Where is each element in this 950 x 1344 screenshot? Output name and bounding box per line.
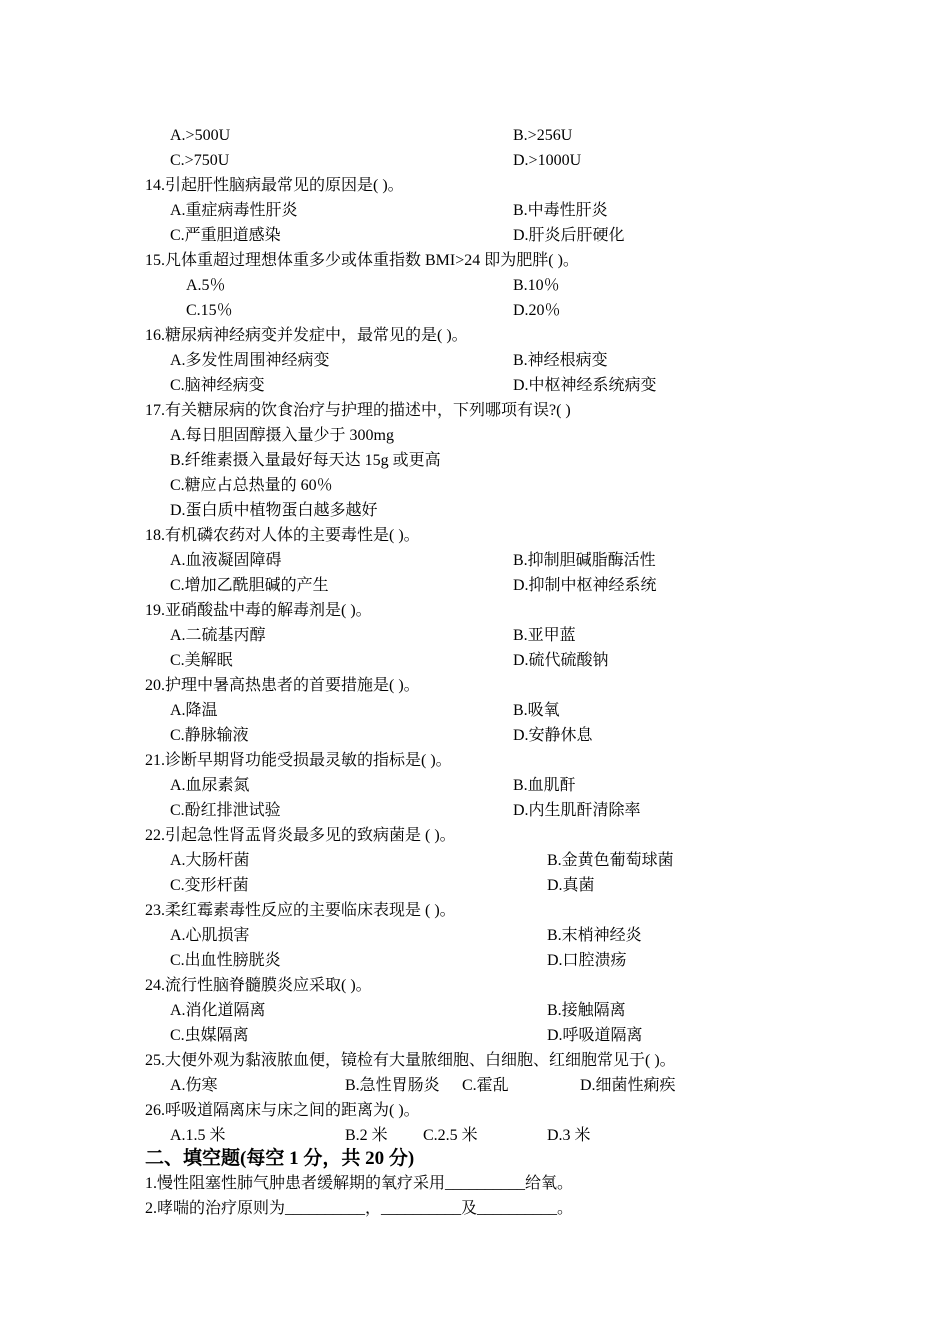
option-b: B.金黄色葡萄球菌	[547, 852, 674, 869]
section-heading: 二、填空题(每空 1 分，共 20 分)	[145, 1148, 415, 1169]
option-c: C.霍乱	[462, 1077, 509, 1094]
option-b: B.急性胃肠炎	[345, 1077, 440, 1094]
option-b: B.纤维素摄入量最好每天达 15g 或更高	[170, 452, 441, 469]
option-d: D.肝炎后肝硬化	[513, 227, 625, 244]
option-a: A.二硫基丙醇	[170, 627, 266, 644]
option-a: A.每日胆固醇摄入量少于 300mg	[170, 427, 395, 444]
option-c: C.静脉输液	[170, 727, 249, 744]
option-d: D.20％	[513, 302, 561, 319]
option-b: B.抑制胆碱脂酶活性	[513, 552, 656, 569]
option-d: D.中枢神经系统病变	[513, 377, 657, 394]
option-a: A.血液凝固障碍	[170, 552, 282, 569]
option-c: C.严重胆道感染	[170, 227, 281, 244]
option-c: C.酚红排泄试验	[170, 802, 281, 819]
option-c: C.脑神经病变	[170, 377, 265, 394]
option-b: B.神经根病变	[513, 352, 608, 369]
question-stem: 21.诊断早期肾功能受损最灵敏的指标是( )。	[145, 752, 452, 769]
question-stem: 25.大便外观为黏液脓血便，镜检有大量脓细胞、白细胞、红细胞常见于( )。	[145, 1052, 676, 1069]
option-a: A.>500U	[170, 127, 231, 144]
option-c: C.出血性膀胱炎	[170, 952, 281, 969]
option-c: C.增加乙酰胆碱的产生	[170, 577, 329, 594]
option-c: C.15％	[186, 302, 233, 319]
option-c: C.糖应占总热量的 60％	[170, 477, 333, 494]
option-d: D.安静休息	[513, 727, 593, 744]
option-a: A.大肠杆菌	[170, 852, 250, 869]
question-stem: 20.护理中暑高热患者的首要措施是( )。	[145, 677, 420, 694]
option-a: A.消化道隔离	[170, 1002, 266, 1019]
question-stem: 15.凡体重超过理想体重多少或体重指数 BMI>24 即为肥胖( )。	[145, 252, 579, 269]
question-stem: 14.引起肝性脑病最常见的原因是( )。	[145, 177, 404, 194]
question-stem: 19.亚硝酸盐中毒的解毒剂是( )。	[145, 602, 372, 619]
question-stem: 26.呼吸道隔离床与床之间的距离为( )。	[145, 1102, 420, 1119]
option-a: A.重症病毒性肝炎	[170, 202, 298, 219]
fill-question: 2.哮喘的治疗原则为__________，__________及__________。	[145, 1200, 574, 1217]
option-d: D.硫代硫酸钠	[513, 652, 609, 669]
option-b: B.吸氧	[513, 702, 560, 719]
option-a: A.心肌损害	[170, 927, 250, 944]
option-b: B.血肌酐	[513, 777, 576, 794]
option-b: B.末梢神经炎	[547, 927, 642, 944]
question-stem: 24.流行性脑脊髓膜炎应采取( )。	[145, 977, 372, 994]
option-a: A.多发性周围神经病变	[170, 352, 330, 369]
option-d: D.3 米	[547, 1127, 591, 1144]
option-c: C.变形杆菌	[170, 877, 249, 894]
question-stem: 23.柔红霉素毒性反应的主要临床表现是 ( )。	[145, 902, 456, 919]
option-d: D.呼吸道隔离	[547, 1027, 643, 1044]
option-c: C.2.5 米	[423, 1127, 478, 1144]
option-c: C.美解眠	[170, 652, 233, 669]
option-d: D.蛋白质中植物蛋白越多越好	[170, 502, 378, 519]
option-b: B.2 米	[345, 1127, 388, 1144]
option-c: C.>750U	[170, 152, 230, 169]
option-b: B.10％	[513, 277, 560, 294]
option-a: A.降温	[170, 702, 218, 719]
option-d: D.细菌性痢疾	[580, 1077, 676, 1094]
question-stem: 18.有机磷农药对人体的主要毒性是( )。	[145, 527, 420, 544]
option-b: B.接触隔离	[547, 1002, 626, 1019]
option-c: C.虫媒隔离	[170, 1027, 249, 1044]
option-b: B.中毒性肝炎	[513, 202, 608, 219]
option-d: D.真菌	[547, 877, 595, 894]
option-d: D.>1000U	[513, 152, 582, 169]
question-stem: 22.引起急性肾盂肾炎最多见的致病菌是 ( )。	[145, 827, 456, 844]
option-a: A.1.5 米	[170, 1127, 226, 1144]
option-a: A.5％	[186, 277, 226, 294]
option-d: D.内生肌酐清除率	[513, 802, 641, 819]
option-d: D.口腔溃疡	[547, 952, 627, 969]
option-b: B.亚甲蓝	[513, 627, 576, 644]
question-stem: 17.有关糖尿病的饮食治疗与护理的描述中，下列哪项有误?( )	[145, 402, 571, 419]
option-b: B.>256U	[513, 127, 573, 144]
option-d: D.抑制中枢神经系统	[513, 577, 657, 594]
question-stem: 16.糖尿病神经病变并发症中，最常见的是( )。	[145, 327, 468, 344]
option-a: A.血尿素氮	[170, 777, 250, 794]
fill-question: 1.慢性阻塞性肺气肿患者缓解期的氧疗采用__________给氧。	[145, 1175, 574, 1192]
option-a: A.伤寒	[170, 1077, 218, 1094]
